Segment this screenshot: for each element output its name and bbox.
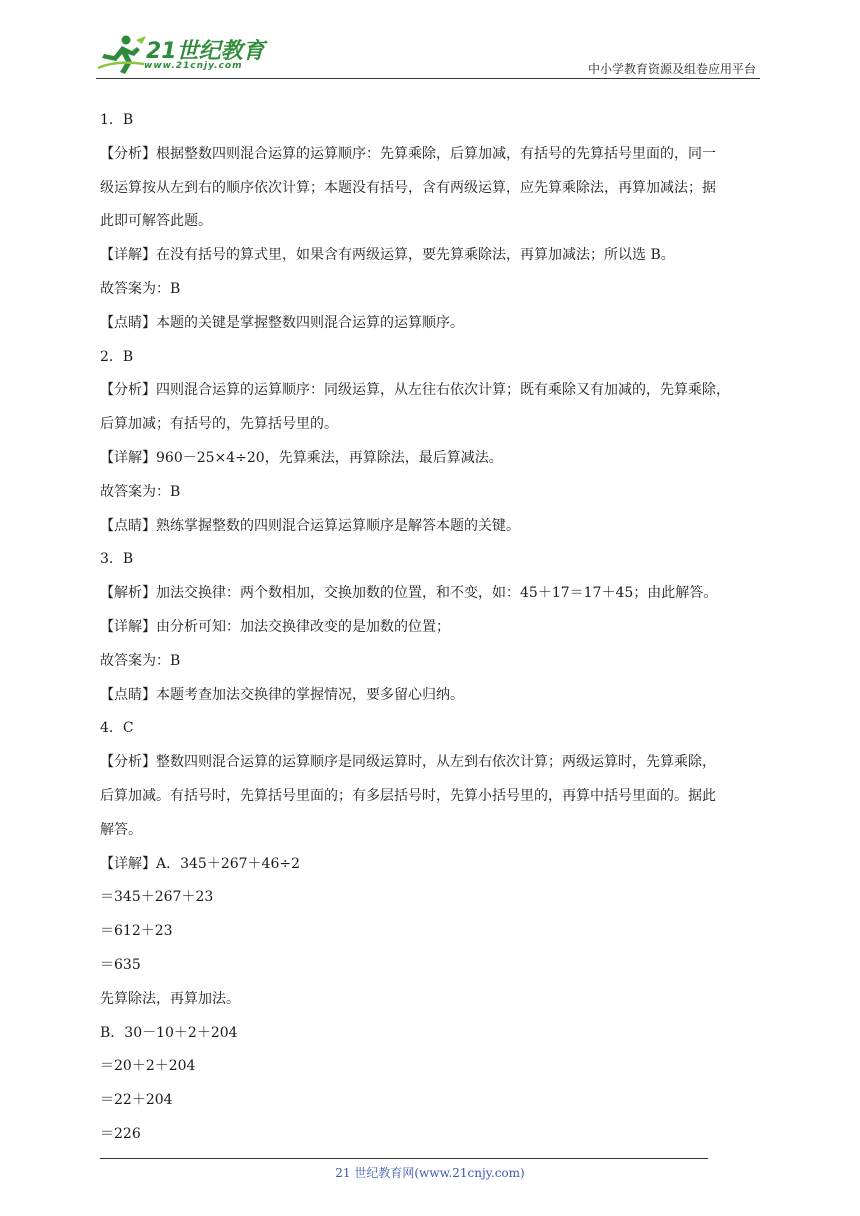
text-line: 【点睛】本题考查加法交换律的掌握情况，要多留心归纳。 xyxy=(100,686,464,703)
footer-link[interactable]: 21 世纪教育网(www.21cnjy.com) xyxy=(335,1166,525,1180)
text-line: 1．B xyxy=(100,112,134,128)
text-line: ＝635 xyxy=(100,956,141,973)
header-platform-text: 中小学教育资源及组卷应用平台 xyxy=(587,62,756,76)
text-line: 【详解】A．345＋267＋46÷2 xyxy=(100,855,301,872)
text-line: 故答案为：B xyxy=(100,483,181,500)
text-line: 【详解】960－25×4÷20，先算乘法，再算除法，最后算减法。 xyxy=(100,449,503,466)
runner-icon xyxy=(96,34,148,76)
text-line: B．30－10＋2＋204 xyxy=(100,1024,238,1041)
text-line: ＝612＋23 xyxy=(100,923,173,940)
text-line: 【分析】整数四则混合运算的运算顺序是同级运算时，从左到右依次计算；两级运算时，先算乘除， xyxy=(100,754,716,771)
text-line: 【点睛】本题的关键是掌握整数四则混合运算的运算顺序。 xyxy=(100,314,464,331)
text-line: 【解析】加法交换律：两个数相加，交换加数的位置，和不变，如：45＋17＝17＋45；由此解答。 xyxy=(100,585,718,602)
text-line: 【分析】根据整数四则混合运算的运算顺序：先算乘除，后算加减，有括号的先算括号里面的，同一 xyxy=(100,145,716,162)
text-line: 后算加减。有括号时，先算括号里面的；有多层括号时，先算小括号里的，再算中括号里面的。据此 xyxy=(100,787,716,804)
text-line: 故答案为：B xyxy=(100,652,181,669)
text-line: 2．B xyxy=(100,348,134,365)
text-line: 先算除法，再算加法。 xyxy=(100,990,240,1007)
text-line: ＝226 xyxy=(100,1125,141,1142)
text-line: 4．C xyxy=(100,720,134,737)
text-line: ＝20＋2＋204 xyxy=(100,1058,196,1075)
text-line: 解答。 xyxy=(100,821,142,838)
site-logo xyxy=(96,34,266,74)
answer-content xyxy=(100,104,764,1152)
text-line: 【详解】由分析可知：加法交换律改变的是加数的位置； xyxy=(100,618,450,635)
text-line: ＝22＋204 xyxy=(100,1092,173,1109)
footer-divider xyxy=(100,1158,708,1159)
text-line: 3．B xyxy=(100,551,134,568)
text-line: 【详解】在没有括号的算式里，如果含有两级运算，要先算乘除法，再算加减法；所以选 B。 xyxy=(100,247,675,264)
text-line: 此即可解答此题。 xyxy=(100,213,212,230)
text-line: ＝345＋267＋23 xyxy=(100,889,214,906)
text-line: 【点睛】熟练掌握整数的四则混合运算运算顺序是解答本题的关键。 xyxy=(100,517,520,534)
text-line: 故答案为：B xyxy=(100,280,181,297)
text-line: 级运算按从左到右的顺序依次计算；本题没有括号，含有两级运算，应先算乘除法，再算加减法；据 xyxy=(100,179,716,196)
logo-url-text: www.21cnjy.com xyxy=(144,61,243,71)
page-header xyxy=(96,30,760,80)
header-divider xyxy=(96,78,760,79)
logo-brand-text: 21世纪教育 xyxy=(146,39,265,64)
text-line: 后算加减；有括号的，先算括号里的。 xyxy=(100,416,338,433)
text-line: 【分析】四则混合运算的运算顺序：同级运算，从左往右依次计算；既有乘除又有加减的，先算乘除， xyxy=(100,382,730,399)
